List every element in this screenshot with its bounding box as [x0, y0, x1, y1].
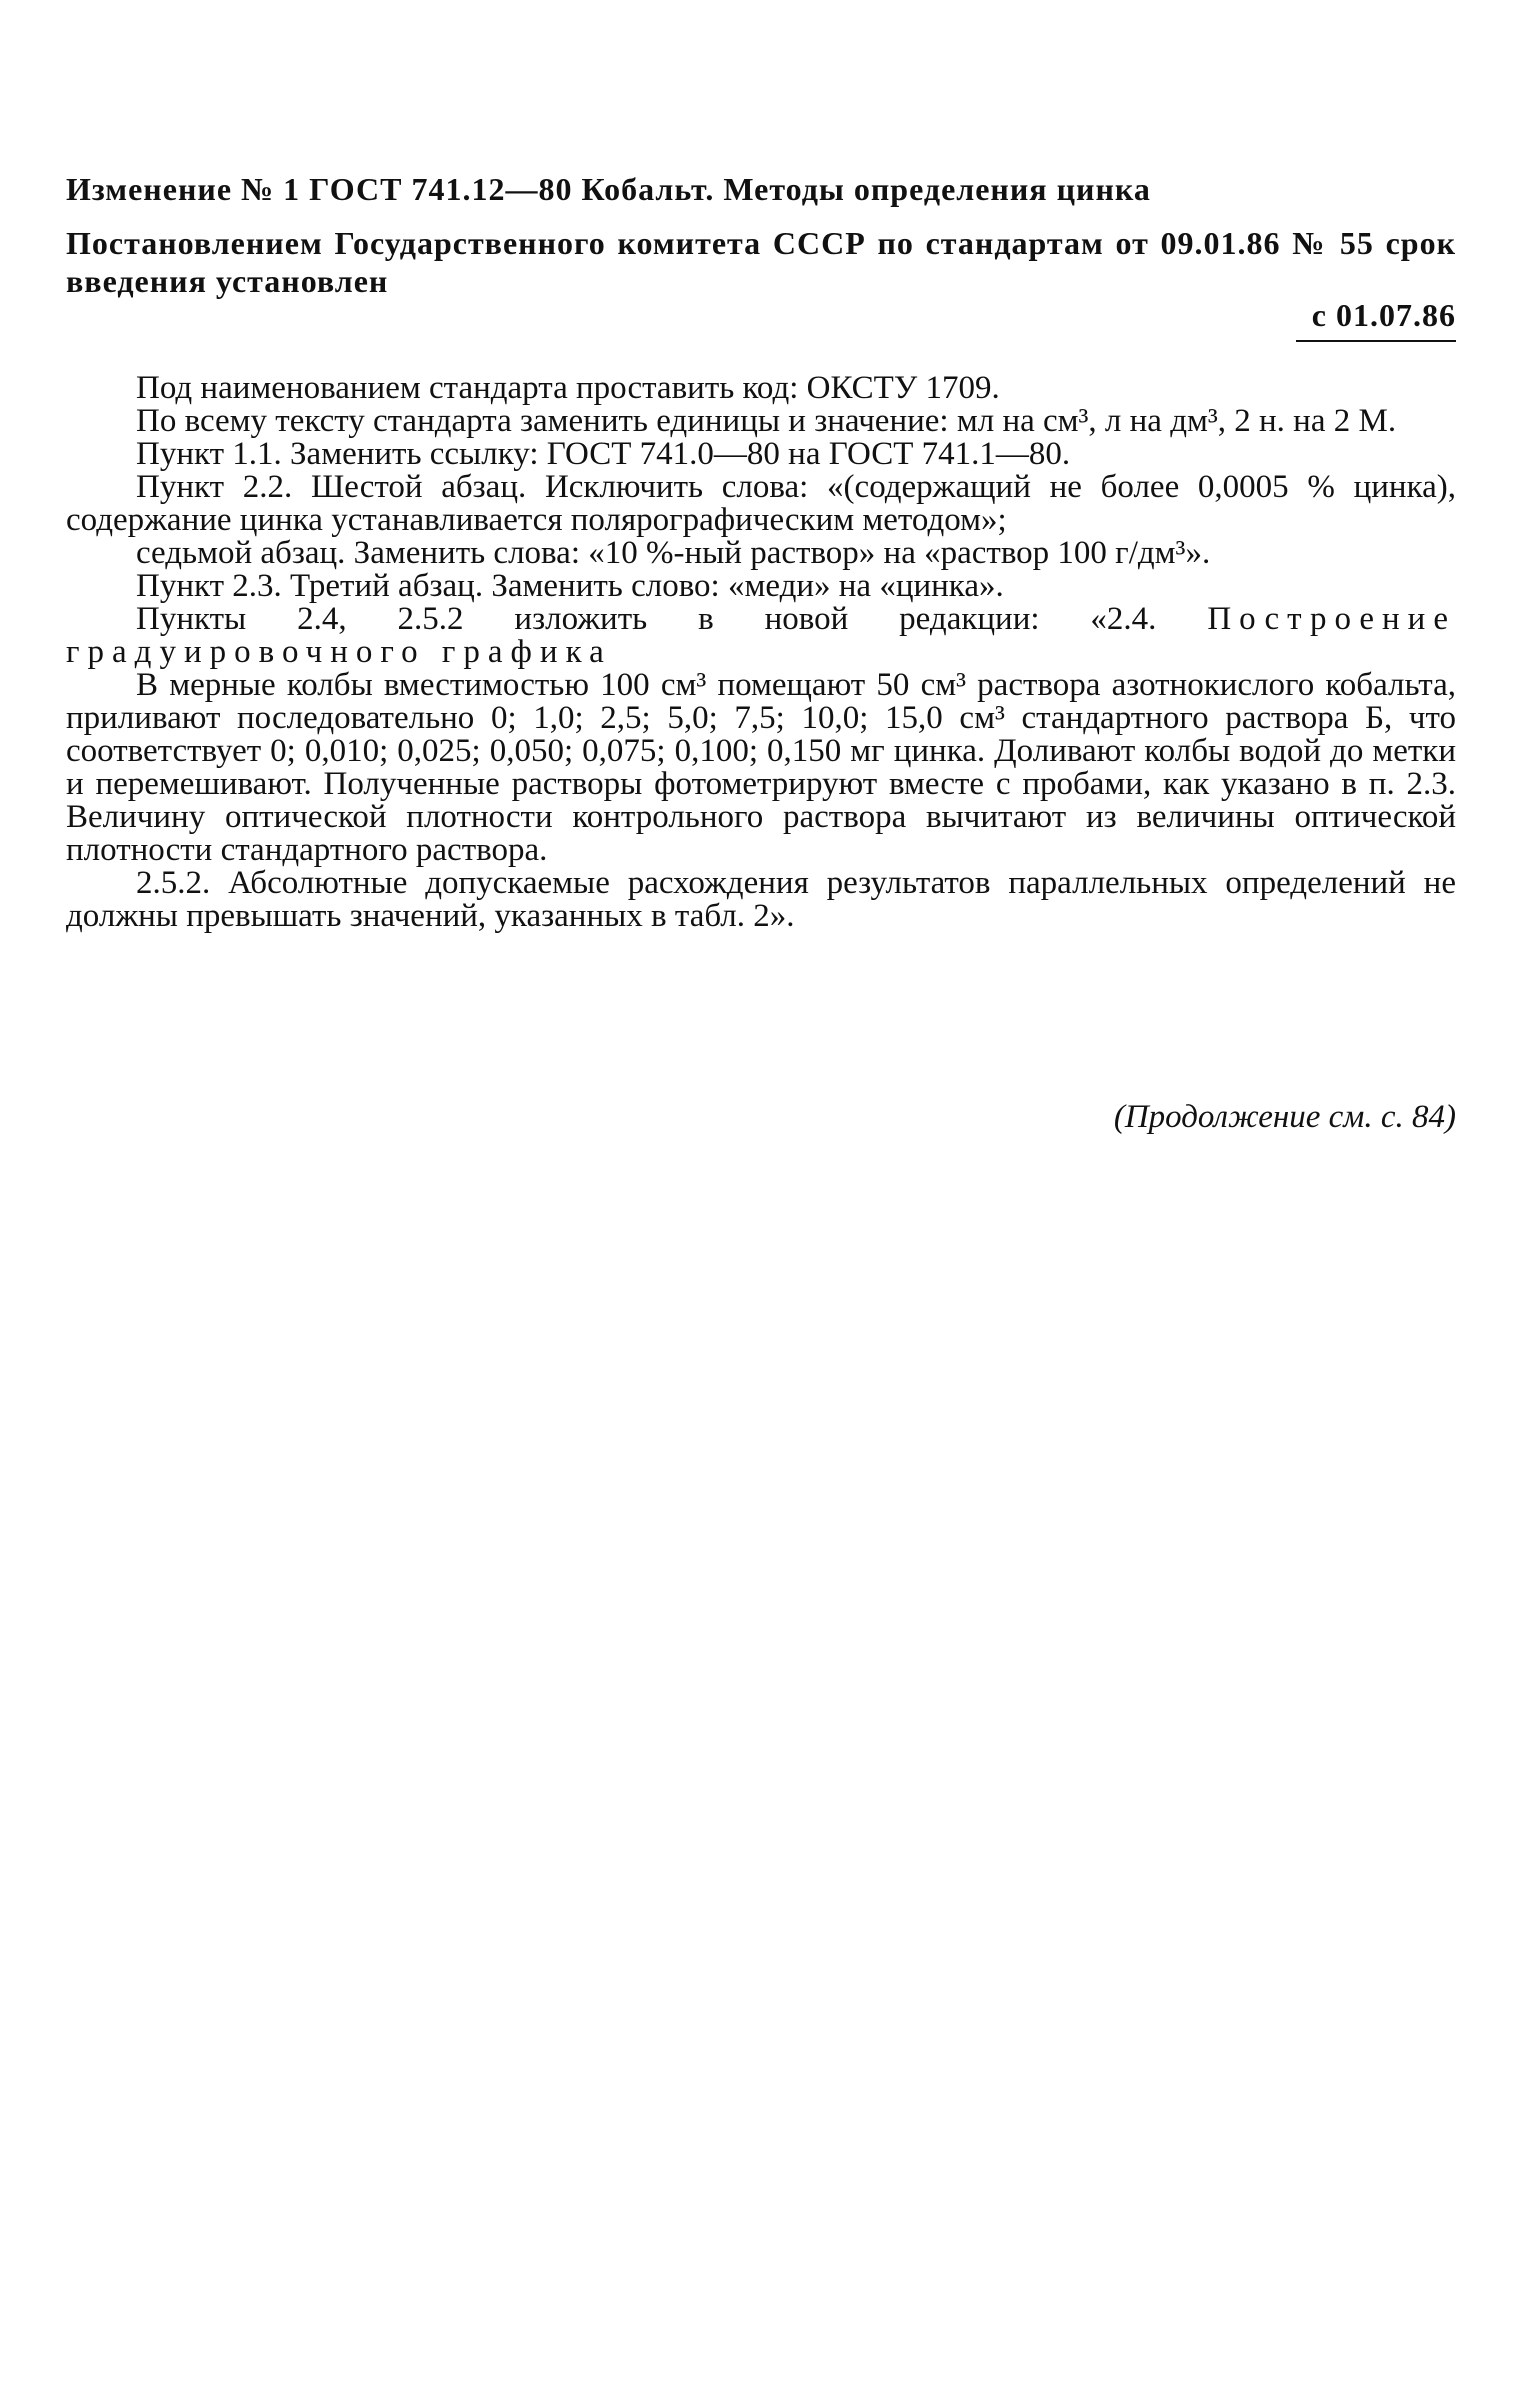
effective-date: с 01.07.86	[1311, 297, 1456, 333]
date-underline	[1296, 340, 1456, 342]
paragraph-code: Под наименованием стандарта проставить код: ОКСТУ 1709.	[136, 370, 1000, 406]
paragraph-item-1-1: Пункт 1.1. Заменить ссылку: ГОСТ 741.0—80 на ГОСТ 741.1—80.	[136, 436, 1071, 472]
paragraph-seventh: седьмой абзац. Заменить слова: «10 %-ный раствор» на «раствор 100 г/дм³».	[136, 535, 1211, 571]
section-heading-spaced: Построение градуировочного графика	[66, 601, 1456, 670]
amendment-body	[66, 372, 1456, 933]
paragraph-item-2-2: Пункт 2.2. Шестой абзац. Исключить слова: «(содержащий не более 0,0005 % цинка), содержание цинка устанавливается полярографическим методом»;	[66, 469, 1456, 538]
paragraph-item-2-3: Пункт 2.3. Третий абзац. Заменить слово: «меди» на «цинка».	[136, 568, 1004, 604]
new-edition-intro: Пункты 2.4, 2.5.2 изложить в новой редакции: «2.4.	[136, 601, 1208, 637]
continuation-note: (Продолжение см. с. 84)	[1113, 1099, 1456, 1135]
decree-line: Постановлением Государственного комитета СССР по стандартам от 09.01.86 № 55 срок введения установлен	[66, 225, 1456, 299]
paragraph-procedure: В мерные колбы вместимостью 100 см³ помещают 50 см³ раствора азотнокислого кобальта, приливают последовательно 0; 1,0; 2,5; 5,0; 7,5; 10,0; 15,0 см³ стандартного раствора Б, что соответствует 0; 0,010; 0,025; 0,050; 0,075; 0,100; 0,150 мг цинка. Доливают колбы водой до метки и перемешивают. Полученные растворы фотометрируют вместе с пробами, как указано в п. 2.3. Величину оптической плотности контрольного раствора вычитают из величины оптической плотности стандартного раствора.	[66, 667, 1456, 868]
amendment-title: Изменение № 1 ГОСТ 741.12—80 Кобальт. Методы определения цинка	[66, 171, 1151, 207]
paragraph-items-2-4	[66, 603, 1456, 669]
paragraph-2-5-2: 2.5.2. Абсолютные допускаемые расхождения результатов параллельных определений не должны превышать значений, указанных в табл. 2».	[66, 865, 1456, 934]
paragraph-units: По всему тексту стандарта заменить единицы и значение: мл на см³, л на дм³, 2 н. на 2 М.	[136, 403, 1397, 439]
